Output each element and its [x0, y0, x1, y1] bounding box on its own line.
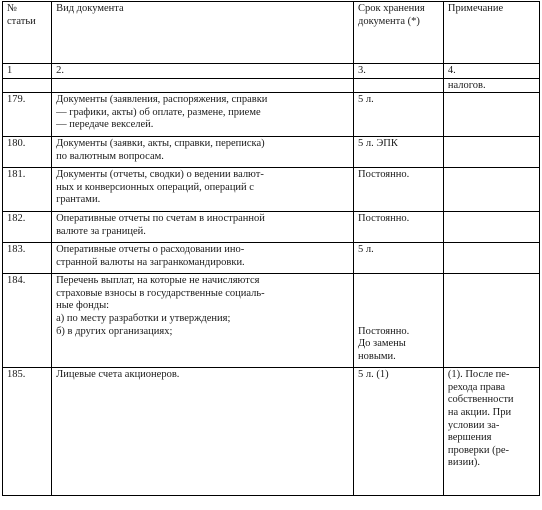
retention-term: Постоянно. До замены новыми.	[354, 274, 444, 368]
article-number: 179.	[3, 93, 52, 137]
article-number: 185.	[3, 368, 52, 496]
retention-term: 5 л.	[354, 93, 444, 137]
retention-term: 5 л. (1)	[354, 368, 444, 496]
document-type: Документы (заявки, акты, справки, переписка) по валютным вопросам.	[52, 137, 354, 168]
document-type: Документы (отчеты, сводки) о ведении валют- ных и конверсионных операций, операций с грантами.	[52, 168, 354, 212]
document-type: Оперативные отчеты по счетам в иностранной валюте за границей.	[52, 212, 354, 243]
note	[443, 212, 539, 243]
table-header-row	[3, 2, 540, 64]
article-number: 180.	[3, 137, 52, 168]
header-article-number: № статьи	[3, 2, 52, 64]
note	[443, 274, 539, 368]
document-type: Оперативные отчеты о расходовании ино- странной валюты на загранкомандировки.	[52, 243, 354, 274]
carryover-type	[52, 78, 354, 93]
table-row	[3, 137, 540, 168]
document-type: Лицевые счета акционеров.	[52, 368, 354, 496]
note	[443, 168, 539, 212]
table-row	[3, 274, 540, 368]
table-row	[3, 212, 540, 243]
note: (1). После пе- рехода права собственности на акции. При условии за- вершения проверки (ре- визии).	[443, 368, 539, 496]
header-retention-term: Срок хранения документа (*)	[354, 2, 444, 64]
table-row	[3, 93, 540, 137]
carryover-num	[3, 78, 52, 93]
retention-term: Постоянно.	[354, 168, 444, 212]
document-type: Перечень выплат, на которые не начисляются страховые взносы в государственные социаль- ные фонды: а) по месту разработки и утверждения; б) в других организациях;	[52, 274, 354, 368]
records-retention-table	[2, 1, 540, 496]
table-row	[3, 168, 540, 212]
carryover-term	[354, 78, 444, 93]
header-document-type: Вид документа	[52, 2, 354, 64]
document-type: Документы (заявления, распоряжения, справки — графики, акты) об оплате, размене, приеме — передаче векселей.	[52, 93, 354, 137]
retention-term: 5 л.	[354, 243, 444, 274]
col-number-1: 1	[3, 64, 52, 79]
note	[443, 93, 539, 137]
article-number: 181.	[3, 168, 52, 212]
carryover-note: налогов.	[443, 78, 539, 93]
column-numbering-row	[3, 64, 540, 79]
table-row	[3, 243, 540, 274]
article-number: 182.	[3, 212, 52, 243]
col-number-3: 3.	[354, 64, 444, 79]
note	[443, 137, 539, 168]
retention-term: Постоянно.	[354, 212, 444, 243]
header-note: Примечание	[443, 2, 539, 64]
note	[443, 243, 539, 274]
article-number: 184.	[3, 274, 52, 368]
carryover-row	[3, 78, 540, 93]
retention-term: 5 л. ЭПК	[354, 137, 444, 168]
col-number-4: 4.	[443, 64, 539, 79]
article-number: 183.	[3, 243, 52, 274]
table-row	[3, 368, 540, 496]
col-number-2: 2.	[52, 64, 354, 79]
